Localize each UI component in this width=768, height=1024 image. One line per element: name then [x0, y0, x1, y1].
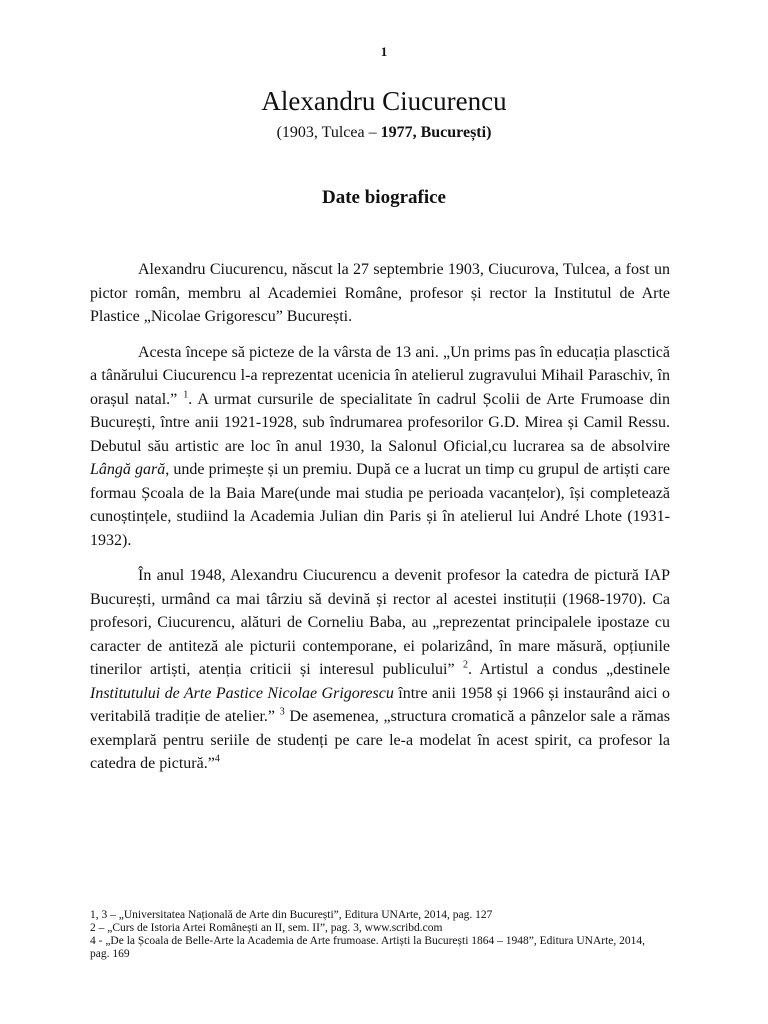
paragraph-3-text-d: De asemenea, „structura cromatică a pânzelor sale a rămas exemplară pentru seriile de studenți pe care le-a modelat în acest spirit, ca profesor la catedra de pictură.”: [90, 708, 671, 772]
subtitle-birth: (1903, Tulcea –: [276, 124, 381, 141]
paragraph-2-text-a: Acesta începe să picteze de la vârsta de 13 ani. „Un prims pas în educația plasctică a tânărului Ciucurencu l-a reprezentat ucenicia în atelierul zugravului Mihail Paraschiv, în orașul natal.”: [90, 343, 670, 408]
paragraph-1: Alexandru Ciucurencu, născut la 27 septembrie 1903, Ciucurova, Tulcea, a fost un pictor român, membru al Academiei Române, profesor și rector la Institutul de Arte Plastice „Nicolae Grigorescu” București.: [90, 261, 670, 325]
subtitle-death: 1977, București): [380, 124, 492, 141]
paragraph-3-text-a: În anul 1948, Alexandru Ciucurencu a devenit profesor la catedra de pictură IAP București, urmând ca mai târziu să devină și rector al acestei instituții (1968-1970). Ca profesori, Ciucurencu, alături de Corneliu Baba, au „reprezentat principalele ipostaze cu caracter de antiteză ale picturii contemporane, ei polarizând, în mare măsură, opțiunile tinerilor artiști, atenția criticii și interesul publicului”: [90, 567, 670, 678]
paragraph-3-text-c: între anii 1958 și 1966 și instaurând aici o veritabilă tradiție de atelier.”: [90, 684, 670, 725]
paragraph-2-text-c: , unde primește și un premiu. După ce a lucrat un timp cu grupul de artiști care formau Școala de la Baia Mare(unde mai studia pe perioada vacanțelor), își completează cunoștințele, studiind la Academia Julian din Paris și în atelierul lui André Lhote (1931-1932).: [90, 461, 671, 549]
artwork-title: Lângă gară: [90, 461, 166, 478]
paragraph-2-text-b: . A urmat cursurile de specialitate în cadrul Școlii de Arte Frumoase din București, între anii 1921-1928, sub îndrumarea profesorilor G.D. Mirea și Camil Ressu. Debutul său artistic are loc în anul 1930, la Salonul Oficial,cu lucrarea sa de absolvire: [90, 390, 671, 455]
footnotes: [90, 909, 650, 961]
paragraph-2: [90, 341, 670, 553]
footnote-ref-2: 2: [462, 659, 468, 671]
page-number: 1: [380, 44, 388, 59]
footnote-ref-4: 4: [214, 753, 220, 765]
paragraph-3-text-b: . Artistul a condus „destinele: [467, 661, 670, 678]
footnote-1: 1, 3 – „Universitatea Națională de Arte din București”, Editura UNArte, 2014, pag. 127: [90, 909, 493, 921]
section-heading: Date biografice: [322, 187, 446, 208]
footnote-ref-3: 3: [279, 706, 285, 718]
footnote-2: 2 – „Curs de Istoria Artei Românești an II, sem. II”, pag. 3, www.scribd.com: [90, 922, 443, 934]
footnote-ref-1: 1: [183, 389, 189, 401]
paragraph-3: [90, 564, 670, 776]
footnote-3: 4 - „De la Școala de Belle-Arte la Academia de Arte frumoase. Artiști la București 1864 – 1948”, Editura UNArte, 2014, pag. 169: [90, 935, 646, 960]
page-title: Alexandru Ciucurencu: [261, 86, 507, 116]
body-text: [90, 258, 670, 788]
institute-name: Institutului de Arte Pastice Nicolae Grigorescu: [90, 684, 394, 702]
page-subtitle: [0, 124, 768, 142]
